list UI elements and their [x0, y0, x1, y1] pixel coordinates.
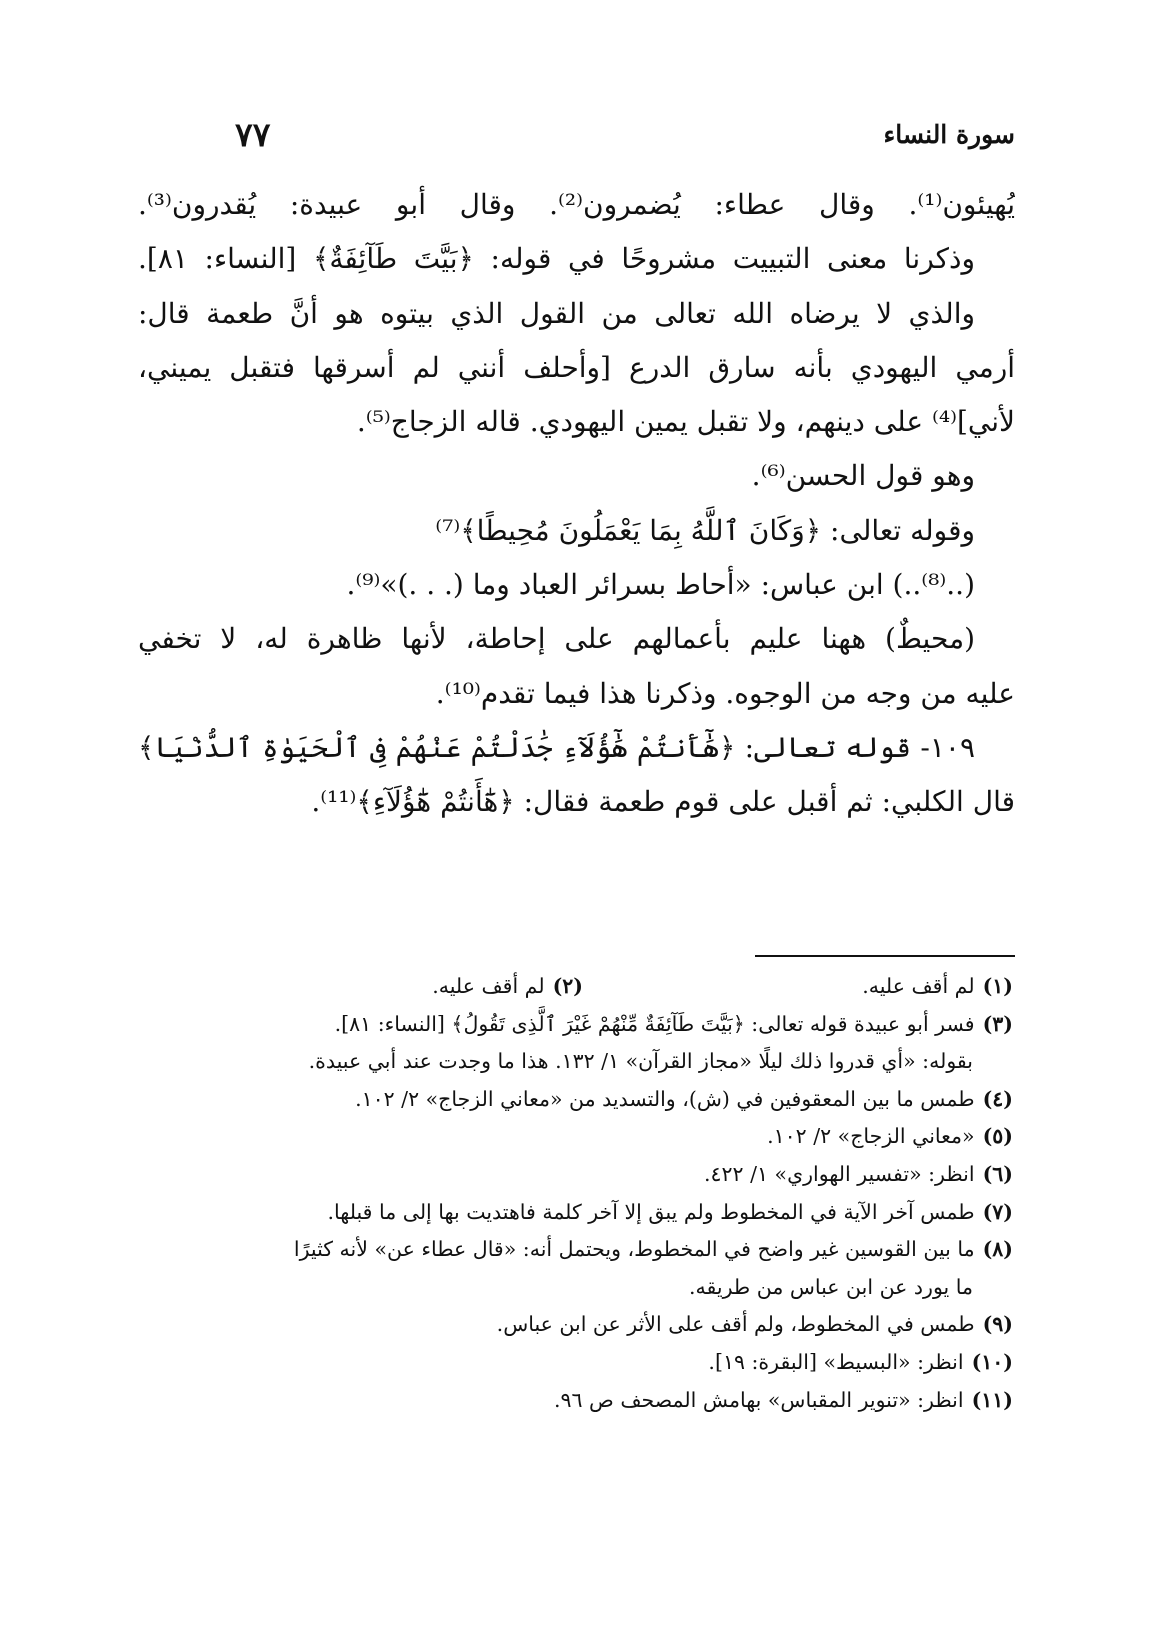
text-line: أرمي اليهودي بأنه سارق الدرع [وأحلف أنني لم أسرقها فتقبل يميني، — [138, 350, 1015, 384]
page-header — [200, 112, 1015, 156]
text-line: والذي لا يرضاه الله تعالى من القول الذي بيتوه هو أنَّ طعمة قال: — [138, 296, 975, 330]
footnote — [138, 1344, 1013, 1382]
surah-title: سورة النساء — [883, 119, 1015, 149]
footnote-number: (٤) — [982, 1086, 1013, 1111]
main-text — [138, 178, 1015, 830]
footnote — [138, 1156, 1013, 1194]
footnote-continuation: بقوله: «أي قدروا ذلك ليلًا «مجاز القرآن» ١/ ١٣٢. هذا ما وجدت عند أبي عبيدة. — [308, 1049, 973, 1074]
footnote — [583, 968, 1013, 1006]
footnote-divider — [755, 955, 1015, 957]
footnote-text: طمس في المخطوط، ولم أقف على الأثر عن ابن عباس. — [496, 1312, 975, 1337]
footnote-number: (٦) — [982, 1161, 1013, 1186]
footnote — [138, 1231, 1013, 1269]
footnote-text: «معاني الزجاج» ٢/ ١٠٢. — [767, 1124, 975, 1149]
footnote-number: (١١) — [971, 1387, 1013, 1412]
text-line: وهو قول الحسن⁽⁶⁾. — [751, 459, 975, 493]
text-line: وقوله تعالى: ﴿وَكَانَ ٱللَّهُ بِمَا يَعْمَلُونَ مُحِيطًا﴾⁽⁷⁾ — [435, 513, 975, 547]
footnote — [138, 1118, 1013, 1156]
footnote — [138, 1006, 1013, 1044]
footnote-text: ما بين القوسين غير واضح في المخطوط، ويحتمل أنه: «قال عطاء عن» لأنه كثيرًا — [293, 1237, 975, 1262]
footnote-text: فسر أبو عبيدة قوله تعالى: ﴿بَيَّتَ طَآئِفَةٌ مِّنْهُمْ غَيْرَ ٱلَّذِى تَقُولُ﴾ [النساء: ٨١]. — [334, 1011, 975, 1036]
text-line: لأني]⁽⁴⁾ على دينهم، ولا تقبل يمين اليهودي. قاله الزجاج⁽⁵⁾. — [356, 405, 1015, 439]
footnote — [138, 1194, 1013, 1232]
footnote-number: (٢) — [552, 974, 583, 998]
footnote-text: لم أقف عليه. — [432, 974, 545, 998]
text-line: (..⁽⁸⁾..) ابن عباس: «أحاط بسرائر العباد وما (. . .)»⁽⁹⁾. — [346, 568, 975, 602]
footnote — [138, 1306, 1013, 1344]
footnote-number: (٥) — [982, 1124, 1013, 1149]
footnote-text: انظر: «تنوير المقباس» بهامش المصحف ص ٩٦. — [553, 1387, 964, 1412]
text-line: (محيطٌ) ههنا عليم بأعمالهم على إحاطة، لأنها ظاهرة له، لا تخفي — [138, 622, 975, 656]
footnote-number: (٨) — [982, 1237, 1013, 1262]
footnote-number: (١) — [982, 974, 1013, 998]
footnote-text: طمس آخر الآية في المخطوط ولم يبق إلا آخر كلمة فاهتديت بها إلى ما قبلها. — [327, 1199, 975, 1224]
footnote — [432, 968, 583, 1006]
text-line: وذكرنا معنى التبييت مشروحًا في قوله: ﴿بَيَّتَ طَآئِفَةٌ﴾ [النساء: ٨١]. — [138, 242, 975, 276]
page-number: ٧٧ — [235, 114, 271, 154]
footnote-number: (٣) — [982, 1011, 1013, 1036]
footnote-row — [138, 968, 1013, 1006]
text-line: يُهيئون⁽¹⁾. وقال عطاء: يُضمرون⁽²⁾. وقال أبو عبيدة: يُقدرون⁽³⁾. — [138, 188, 1015, 221]
footnote-number: (١٠) — [971, 1349, 1013, 1374]
text-line: عليه من وجه من الوجوه. وذكرنا هذا فيما تقدم⁽¹⁰⁾. — [435, 676, 1015, 710]
text-line: قال الكلبي: ثم أقبل على قوم طعمة فقال: ﴿هَٰٓأَنتُمْ هَٰٓؤُلَآءِ﴾⁽¹¹⁾. — [311, 785, 1015, 819]
footnote-number: (٩) — [982, 1312, 1013, 1337]
text-line: ١٠٩- قوله تعالى: ﴿هَٰٓأَنتُمْ هَٰٓؤُلَآءِ جَٰدَلْتُمْ عَنْهُمْ فِى ٱلْحَيَوٰةِ ٱلدُّنْيَا﴾ — [138, 730, 975, 764]
footnote — [138, 1081, 1013, 1119]
footnote-number: (٧) — [982, 1199, 1013, 1224]
footnote-text: طمس ما بين المعقوفين في (ش)، والتسديد من «معاني الزجاج» ٢/ ١٠٢. — [355, 1086, 975, 1111]
footnote — [138, 1382, 1013, 1420]
footnotes — [138, 968, 1013, 1419]
footnote-continuation: ما يورد عن ابن عباس من طريقه. — [689, 1274, 973, 1299]
footnote-text: انظر: «البسيط» [البقرة: ١٩]. — [708, 1349, 964, 1374]
footnote-text: لم أقف عليه. — [862, 974, 975, 998]
footnote-text: انظر: «تفسير الهواري» ١/ ٤٢٢. — [703, 1161, 975, 1186]
